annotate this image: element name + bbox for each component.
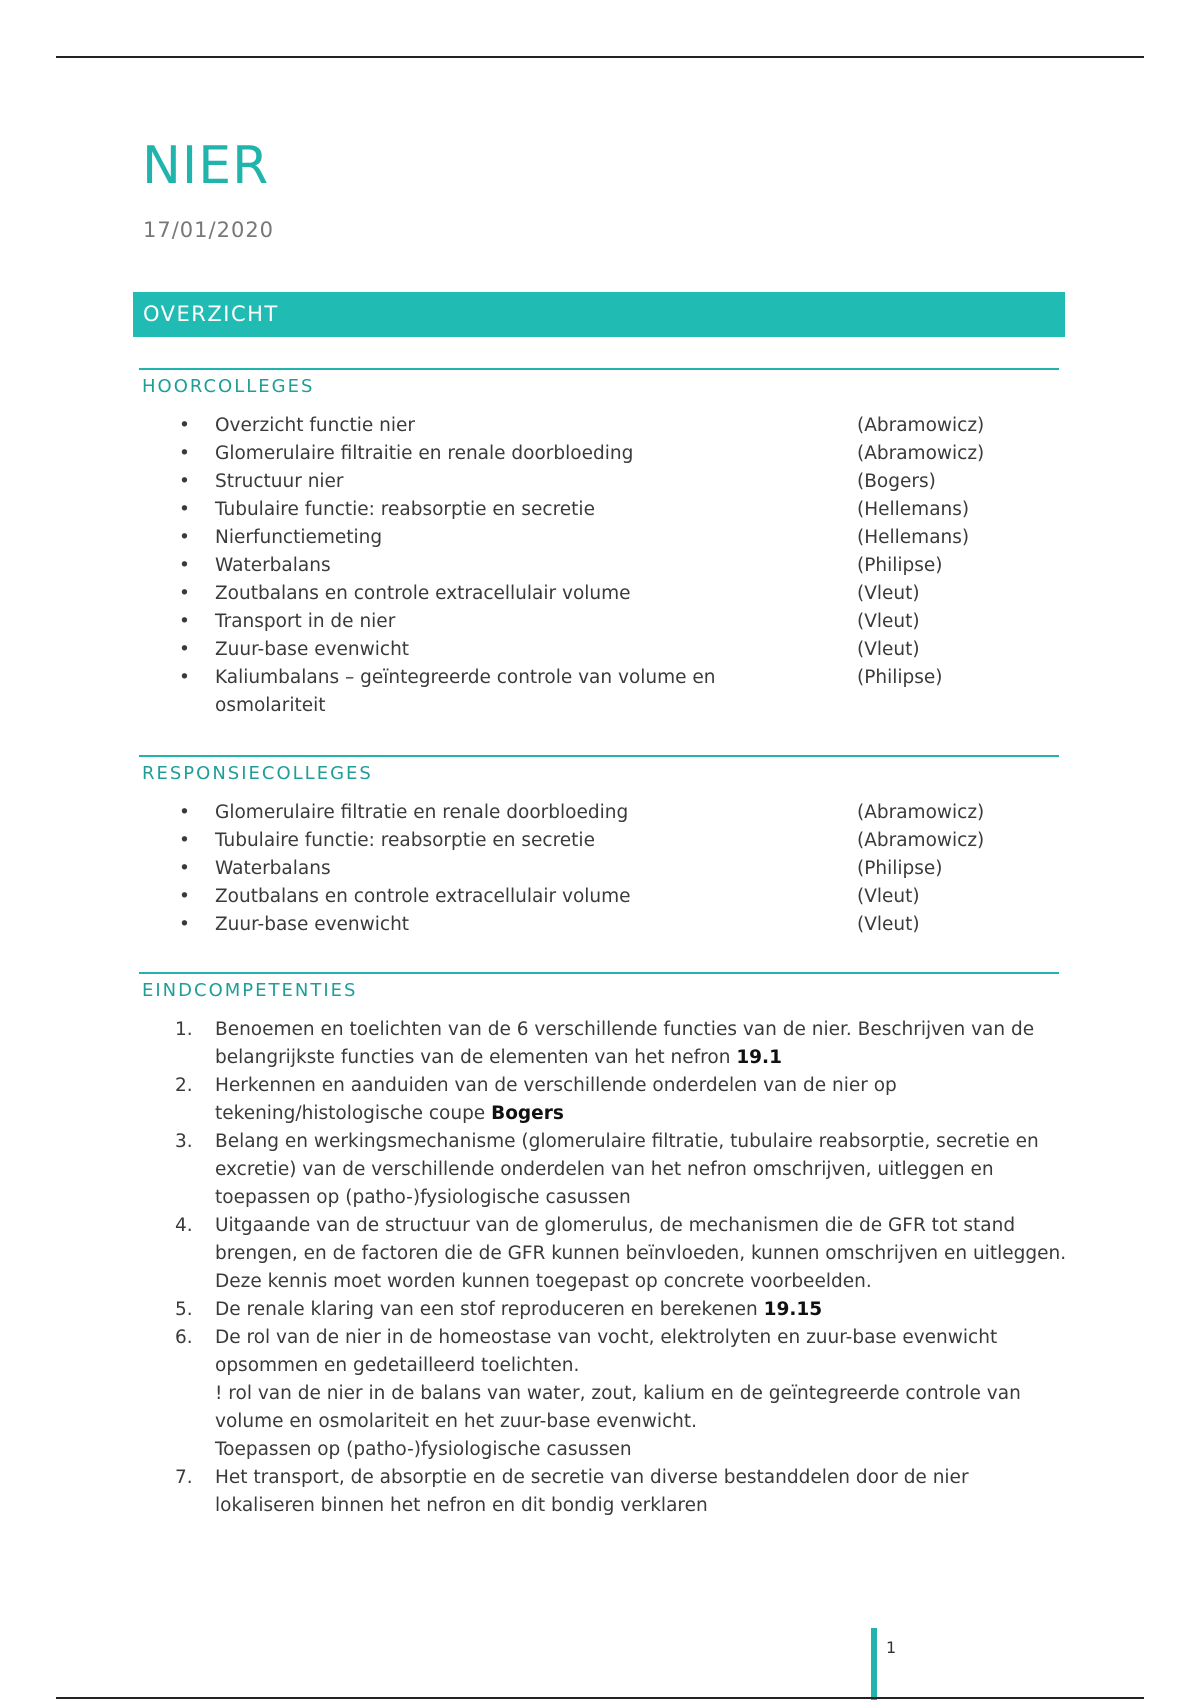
lecture-topic: Kaliumbalans – geïntegreerde controle van volume en osmolariteit xyxy=(215,667,716,716)
section-heading: HOORCOLLEGES xyxy=(142,376,315,397)
lecturer: (Vleut) xyxy=(857,914,920,935)
lecturer: (Abramowicz) xyxy=(857,802,985,823)
section-hoorcolleges xyxy=(139,368,1059,730)
bullet-icon: • xyxy=(179,499,190,520)
lecturer: (Abramowicz) xyxy=(857,830,985,851)
bullet-icon: • xyxy=(179,555,190,576)
item-number: 4. xyxy=(175,1215,193,1236)
overview-banner-label: OVERZICHT xyxy=(143,302,279,326)
bullet-icon: • xyxy=(179,583,190,604)
lecture-topic: Structuur nier xyxy=(215,471,344,492)
lecture-topic: Zoutbalans en controle extracellulair volume xyxy=(215,583,631,604)
competence-text: Benoemen en toelichten van de 6 verschillende functies van de nier. Beschrijven van de belangrijkste functies van de elementen van het nefron 19.1 xyxy=(215,1019,1035,1068)
lecture-topic: Glomerulaire filtratie en renale doorbloeding xyxy=(215,802,629,823)
bullet-icon: • xyxy=(179,611,190,632)
bullet-icon: • xyxy=(179,858,190,879)
page-number: 1 xyxy=(886,1638,897,1657)
item-number: 6. xyxy=(175,1327,193,1348)
competence-note: ! rol van de nier in de balans van water, zout, kalium en de geïntegreerde controle van volume en osmolariteit en het zuur-base evenwicht. xyxy=(215,1383,1021,1432)
item-number: 2. xyxy=(175,1075,193,1096)
bullet-icon: • xyxy=(179,527,190,548)
lecturer: (Bogers) xyxy=(857,471,936,492)
lecturer: (Hellemans) xyxy=(857,527,970,548)
lecturer: (Vleut) xyxy=(857,583,920,604)
reference-tag: 19.1 xyxy=(736,1047,782,1068)
section-eindcompetenties xyxy=(139,972,1067,1534)
lecture-topic: Zuur-base evenwicht xyxy=(215,914,410,935)
bullet-icon: • xyxy=(179,443,190,464)
lecture-topic: Tubulaire functie: reabsorptie en secretie xyxy=(215,499,595,520)
bullet-icon: • xyxy=(179,802,190,823)
competence-text: Het transport, de absorptie en de secretie van diverse bestanddelen door de nier lokaliseren binnen het nefron en dit bondig verklaren xyxy=(215,1467,969,1516)
item-number: 3. xyxy=(175,1131,193,1152)
lecturer: (Vleut) xyxy=(857,611,920,632)
bullet-icon: • xyxy=(179,639,190,660)
lecturer: (Abramowicz) xyxy=(857,415,985,436)
lecturer: (Philipse) xyxy=(857,858,943,879)
lecture-topic: Zuur-base evenwicht xyxy=(215,639,410,660)
lecture-topic: Overzicht functie nier xyxy=(215,415,416,436)
competence-text: De renale klaring van een stof reproduceren en berekenen 19.15 xyxy=(215,1299,823,1320)
lecture-topic: Transport in de nier xyxy=(215,611,396,632)
lecture-topic: Tubulaire functie: reabsorptie en secretie xyxy=(215,830,595,851)
lecture-topic: Waterbalans xyxy=(215,555,331,576)
lecture-topic: Nierfunctiemeting xyxy=(215,527,383,548)
competence-text: Herkennen en aanduiden van de verschillende onderdelen van de nier op tekening/histologische coupe Bogers xyxy=(215,1075,897,1124)
lecturer: (Philipse) xyxy=(857,667,943,688)
lecturer: (Philipse) xyxy=(857,555,943,576)
competence-note: Toepassen op (patho-)fysiologische casussen xyxy=(215,1439,632,1460)
competence-text: Uitgaande van de structuur van de glomerulus, de mechanismen die de GFR tot stand brengen, en de factoren die de GFR kunnen beïnvloeden, kunnen omschrijven en uitleggen. Deze kennis moet worden kunnen toegepast op concrete voorbeelden. xyxy=(215,1215,1067,1292)
lecture-topic: Waterbalans xyxy=(215,858,331,879)
bottom-rule xyxy=(56,1697,1144,1699)
bullet-icon: • xyxy=(179,914,190,935)
document-date: 17/01/2020 xyxy=(143,218,275,242)
top-rule xyxy=(56,56,1144,58)
lecturer: (Vleut) xyxy=(857,639,920,660)
overview-banner xyxy=(133,292,1065,337)
bullet-icon: • xyxy=(179,471,190,492)
section-heading: EINDCOMPETENTIES xyxy=(142,980,358,1001)
lecturer: (Vleut) xyxy=(857,886,920,907)
item-number: 5. xyxy=(175,1299,193,1320)
reference-tag: Bogers xyxy=(491,1103,564,1124)
competence-text: Belang en werkingsmechanisme (glomerulaire filtratie, tubulaire reabsorptie, secretie en excretie) van de verschillende onderdelen van het nefron omschrijven, uitleggen en toepassen op (patho-)fysiologische casussen xyxy=(215,1131,1039,1208)
bullet-icon: • xyxy=(179,667,190,688)
lecturer: (Hellemans) xyxy=(857,499,970,520)
page-number-bar xyxy=(871,1628,877,1700)
document-title: NIER xyxy=(142,136,270,196)
bullet-icon: • xyxy=(179,886,190,907)
section-responsiecolleges xyxy=(139,755,1059,957)
section-heading: RESPONSIECOLLEGES xyxy=(142,763,373,784)
reference-tag: 19.15 xyxy=(763,1299,823,1320)
lecture-topic: Glomerulaire filtraitie en renale doorbloeding xyxy=(215,443,634,464)
bullet-icon: • xyxy=(179,830,190,851)
lecture-topic: Zoutbalans en controle extracellulair volume xyxy=(215,886,631,907)
lecturer: (Abramowicz) xyxy=(857,443,985,464)
bullet-icon: • xyxy=(179,415,190,436)
item-number: 7. xyxy=(175,1467,193,1488)
item-number: 1. xyxy=(175,1019,193,1040)
competence-text: De rol van de nier in de homeostase van vocht, elektrolyten en zuur-base evenwicht opsommen en gedetailleerd toelichten. ! rol van de nier in de balans van water, zout, kalium en de geïntegreerde controle van volume en osmolariteit en het zuur-base evenwicht. Toepassen op (patho-)fysiologische casussen xyxy=(215,1324,1075,1464)
